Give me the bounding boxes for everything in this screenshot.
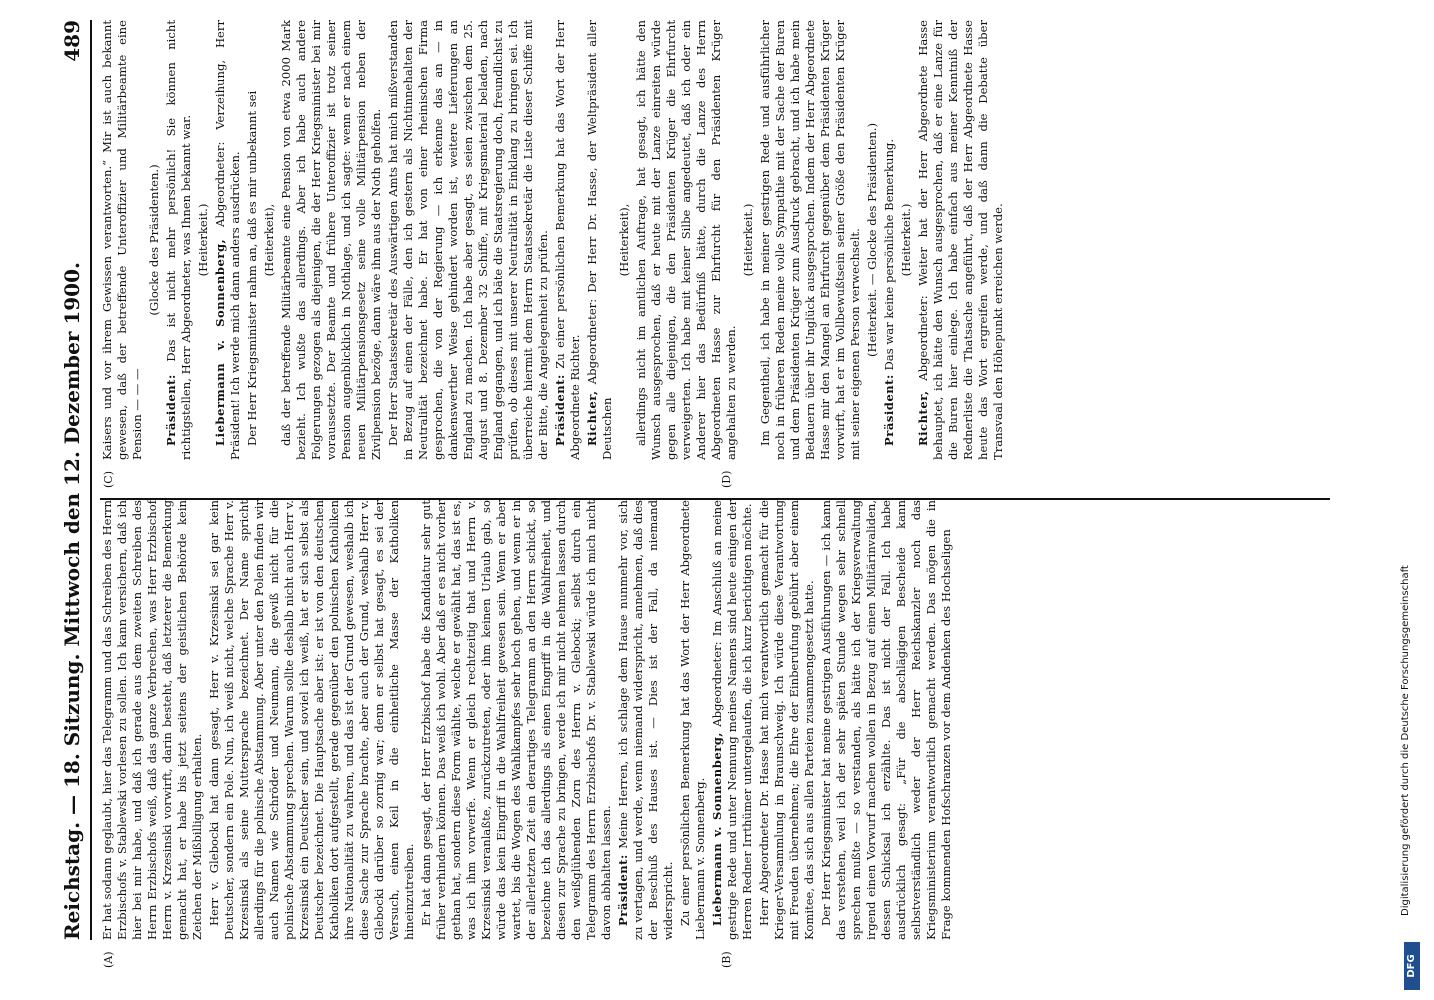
paragraph-text: (Heiterkeit.) [196,203,210,277]
paragraph-text: daß der betreffende Militärbeamte eine Pension von etwa 2000 Mark bezieht. Ich wußte das allerdings. Aber ich habe auch andere Folgerungen gezogen als diejenigen, die der Herr Kriegsminister bei mir voraussetzte. Der Beamte und frühere Unteroffizier ist trotz seiner Pension augenblicklich in Nothlage, und ich sagte: wenn er nach einem neuen Militärpensionsgesetz seine volle Militärpension neben der Zivilpension bezöge, dann wäre ihm aus der Noth geholfen. [279,20,383,460]
right-column [100,20,1330,460]
speaker-name: Präsident: [882,374,896,446]
left-column [100,500,1330,940]
paragraph [100,500,205,940]
paragraph [245,20,260,460]
paragraph-text: Zu einer persönlichen Bemerkung hat das Wort der Herr Abgeordnete Richter. [553,20,582,460]
page-header [60,20,92,940]
paragraph-text: (Heiterkeit.) [899,203,913,277]
interjection [617,20,632,460]
paragraph-text: Abgeordneter: Weiter hat der Herr Abgeordnete Hasse behauptet, ich hätte den Wunsch ausgesprochen, daß er eine Lanze für die Buren hier einlege. Ich habe einfach aus meiner Kenntniß der Rednerliste die Thatsache angeführt, daß der Herr Abgeordnete Hasse heute das Wort ergreifen werde, und daß dann die Debatte über Transvaal den Höhepunkt erreichen werde. [916,20,1005,460]
paragraph-text: (Glocke des Präsidenten.) [147,164,161,316]
running-title: Reichstag. — 18. Sitzung. Mittwoch den 12. Dezember 1900. [60,262,84,940]
paragraph [213,20,243,460]
dfg-logo: DFG [1404,942,1420,990]
paragraph-text: Abgeordneter: Verzeihung, Herr Präsident! Ich werde mich dann anders ausdrücken. [213,20,242,460]
paragraph [164,20,194,460]
paragraph-text: (Heiterkeit. — Glocke des Präsidenten.) [865,123,879,357]
speaker-name: Liebermann v. Sonnenberg, [710,732,724,926]
interjection [262,20,277,460]
paragraph [419,500,614,940]
paragraph [585,20,615,460]
speaker-name: Präsident: [164,374,178,446]
interjection [899,20,914,460]
paragraph-text: Er hat dann gesagt, der Herr Erzbischof habe die Kandidatur sehr gut früher verhindern können. Das weiß ich wohl. Aber daß er es nicht vorher gethan hat, sondern diese Form wählte, welche er gewählt hat, das ist es, was ich ihm vorwerfe. Wenn er gleich rechtzeitig that und Herrn v. Krzesinski veranlaßte, zurückzutreten, oder ihm keinen Urlaub gab, so würde das kein Eingriff in die Wahlfreiheit gewesen sein. Wenn er aber wartet, bis die Wogen des Wahlkampfes sehr hoch gehen, und wenn er in der allerletzten Zeit ein derartiges Telegramm an den Herrn schickt, so bezeichne ich das allerdings als einen Eingriff in die Wahlfreiheit, und diesen zur Sprache zu bringen, werde ich mir nicht nehmen lassen durch den weißglühenden Zorn des Herrn v. Glebocki; selbst durch ein Telegramm des Herrn Erzbischofs Dr. v. Stablewski würde ich mich nicht davon abhalten lassen. [419,500,613,940]
paragraph [553,20,583,460]
paragraph-text: Abgeordneter: Im Anschluß an meine gestrige Rede und unter Nennung meines Namens sind heute einigen der Herren Redner Irrthümer untergelaufen, die ich kurz berichtigen möchte. [710,500,754,940]
paragraph [678,500,708,940]
margin-marker-b: (B) [720,951,733,968]
paragraph [882,20,897,460]
paragraph-text: (Heiterkeit), [617,203,631,277]
interjection [147,20,162,460]
column-divider [100,498,1330,500]
paragraph-text: (Heiterkeit), [262,203,276,277]
speaker-name: Liebermann v. Sonnenberg, [213,238,227,446]
paragraph-text: Kaisers und vor ihrem Gewissen verantworten.“ Mir ist auch bekannt gewesen, daß der betreffende Unteroffizier und Militärbeamte eine Pension — — — [100,20,144,460]
speaker-name: Präsident: [616,854,630,926]
interjection [865,20,880,460]
paragraph-text: Zu einer persönlichen Bemerkung hat das Wort der Herr Abgeordnete Liebermann v. Sonnenberg. [678,500,707,940]
paragraph-text: Der Herr Staatssekretär des Auswärtigen Amts hat mich mißverstanden in Bezug auf einen der Fälle, den ich gestern als Nichtinnehalten der Neutralität bezeichnet habe. Er hat von einer rheinischen Firma gesprochen, die von der Regierung — ich erkenne das an — in dankenswerther Weise gehindert worden ist, weitere Lieferungen an England zu machen. Ich habe aber gesagt, es seien zwischen dem 25. August und 8. Dezember 32 Schiffe, mit Kriegsmaterial beladen, nach England gegangen, und ich bäte die Staatsregierung doch, freundlichst zu prüfen, ob dieses mit unserer Neutralität in Einklang zu bringen sei. Ich überreiche hiermit dem Herrn Staatssekretär die Liste dieser Schiffe mit der Bitte, die Angelegenheit zu prüfen. [386,20,550,460]
interjection [196,20,211,460]
speaker-name: Richter, [585,390,599,446]
paragraph [100,20,145,460]
digitization-note: Digitalisierung gefördert durch die Deutsche Forschungsgemeinschaft [1400,565,1411,916]
paragraph-text: Herr Abgeordneter Dr. Hasse hat mich verantwortlich gemacht für die Krieger-Versammlung in Braunschweig. Ich würde diese Verantwortung mit Freuden übernehmen; die Ehre der Einberufung gebührt aber einem Komitee, das sich aus allen Parteien zusammengesetzt hatte. [757,500,816,940]
paragraph-text: Abgeordneter: Der Herr Dr. Hasse, der Weltpräsident aller Deutschen [585,20,614,460]
paragraph-text: Das ist nicht mehr persönlich! Sie können nicht richtigstellen, Herr Abgeordneter, was Ihnen bekannt war. [164,20,193,460]
margin-marker-d: (D) [720,470,733,488]
paragraph-text: Meine Herren, ich schlage dem Hause nunmehr vor, sich zu vertagen, und werde, wenn niemand widerspricht, annehmen, daß dies der Beschluß des Hauses ist. — Dies ist der Fall, da niemand widerspricht. [616,500,675,940]
paragraph [819,500,954,940]
paragraph [757,500,817,940]
paragraph-text: Der Herr Kriegsminister hat meine gestrigen Ausführungen — ich kann das verstehen, weil ich der sehr späten Stunde wegen sehr schnell sprechen mußte — so verstanden, als hätte ich der Kriegsverwaltung irgend einen Vorwurf machen wollen in Bezug auf einen Militärinvaliden, dessen Schicksal ich erzählte. Das ist nicht der Fall. Ich habe ausdrücklich gesagt: „Für die abschlägigen Bescheide kann selbstverständlich weder der Herr Reichskanzler noch das Kriegsministerium verantwortlich gemacht werden. Das mögen die in Frage kommenden Hofschranzen vor dem Andenken des Hochseligen [819,500,953,940]
margin-marker-c: (C) [102,471,115,488]
paragraph [634,20,739,460]
paragraph [710,500,755,940]
paragraph [616,500,676,940]
page-number: 489 [60,20,84,62]
speaker-name: Präsident: [553,374,567,446]
speaker-name: Richter, [916,390,930,446]
paragraph-text: allerdings nicht im amtlichen Auftrage, hat gesagt, ich hätte den Wunsch ausgesprochen, daß er heute mit der Lanze einreiten würde gegen alle diejenigen, die den Präsidenten Krüger die Ehrfurcht verweigerten. Ich habe mit keiner Silbe angedeutet, daß ich oder ein Anderer hier das Bedürfniß hätte, durch die Lanze des Herrn Abgeordneten Hasse zur Ehrfurcht für den Präsidenten Krüger angehalten zu werden. [634,20,738,460]
paragraph-text: Er hat sodann geglaubt, hier das Telegramm und das Schreiben des Herrn Erzbischofs v. Stablewski vorlesen zu sollen. Ich kann versichern, daß ich hier bei mir habe, und daß ich gerade aus dem zweiten Schreiben des Herrn Erzbischofs weiß, daß das ganze Verbrechen, was Herr Erzbischof Herrn v. Krzesinski vorwirft, darin besteht, daß letzterer die Bemerkung gemacht hat, er habe bis jetzt seitens der geistlichen Behörde kein Zeichen der Mißbilligung erhalten. [100,500,204,940]
paragraph-text: Im Gegentheil, ich habe in meiner gestrigen Rede und ausführlicher noch in früheren Reden meine volle Sympathie mit der Sache der Buren und dem Präsidenten Krüger zum Ausdruck gebracht, und ich habe mein Bedauern über ihr Unglück ausgesprochen. Indem der Herr Abgeordnete Hasse mir den Mangel an Ehrfurcht gegenüber dem Präsidenten Krüger vorwirft, hat er im Vollbewußtsein seiner Größe den Präsidenten Krüger mit seiner eigenen Person verwechselt. [758,20,862,460]
paragraph [386,20,551,460]
paragraph [207,500,417,940]
paragraph-text: Herr v. Glebocki hat dann gesagt, Herr v. Krzesinski sei gar kein Deutscher, sondern ein Pole. Nun, ich weiß nicht, welche Sprache Herr v. Krzesinski als seine Muttersprache bezeichnet. Der Name spricht allerdings für die polnische Abstammung. Aber unter den Polen finden wir auch Namen wie Schröder und Neumann, die gewiß nicht für die polnische Abstammung sprechen. Warum sollte deshalb nicht auch Herr v. Krzesinski ein Deutscher sein, und soviel ich weiß, hat er sich selbst als Deutscher bezeichnet. Die Hauptsache aber ist: er ist von den deutschen Katholiken dort aufgestellt, gerade gegenüber den polnischen Katholiken ihre Nationalität zu wahren, und das ist der Grund gewesen, weshalb ich diese Sache zur Sprache brachte, aber auch der Grund, weshalb Herr v. Glebocki darüber so zornig war; denn er selbst hat gesagt, es sei der Versuch, einen Keil in die einheitliche Masse der Katholiken hineinzutreiben. [207,500,416,940]
paragraph [758,20,863,460]
paragraph-text: Der Herr Kriegsminister nahm an, daß es mir unbekannt sei [245,90,259,446]
paragraph-text: (Heiterkeit.) [741,203,755,277]
margin-marker-a: (A) [102,951,115,968]
paragraph [279,20,384,460]
paragraph-text: Das war keine persönliche Bemerkung. [882,138,896,371]
interjection [741,20,756,460]
paragraph [916,20,1006,460]
